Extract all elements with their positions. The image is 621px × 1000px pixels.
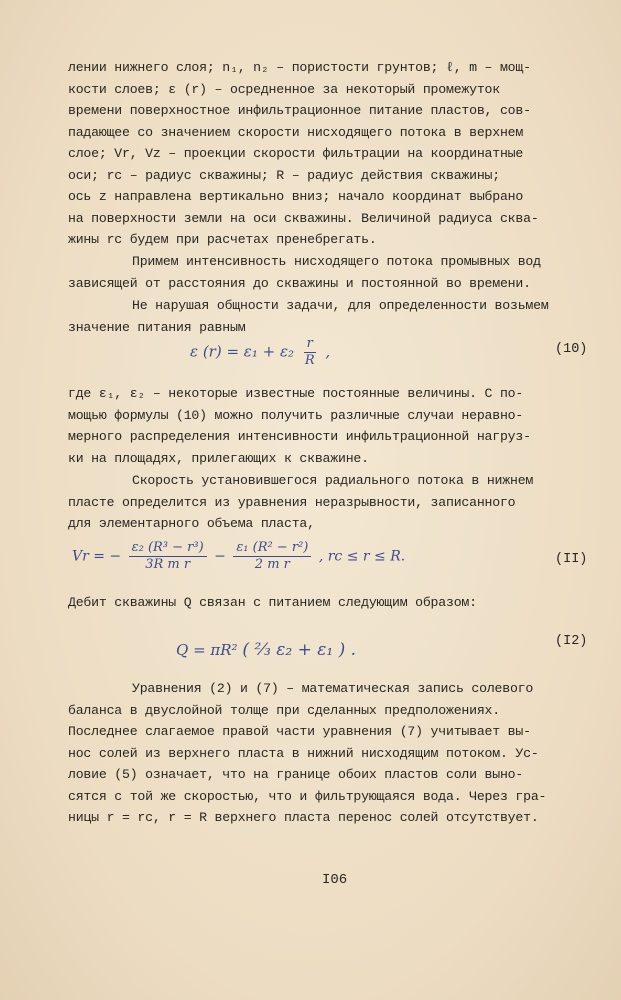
text-line: Скорость установившегося радиального потока в нижнем <box>132 473 534 488</box>
paragraph-1 <box>68 57 588 251</box>
text-line: зависящей от расстояния до скважины и постоянной во времени. <box>68 275 531 291</box>
eq12-lhs: Q = πR² <box>176 641 238 659</box>
eq10-denominator: R <box>304 353 315 368</box>
text-line: нос солей из верхнего пласта в нижний нисходящим потоком. Ус- <box>68 745 539 761</box>
equation-11 <box>72 540 405 573</box>
eq11-denominator-2: 2 m r <box>254 557 290 572</box>
text-line: Последнее слагаемое правой части уравнения (7) учитывает вы- <box>68 724 531 739</box>
text-line: падающее со значением скорости нисходящего потока в верхнем <box>68 124 524 140</box>
eq11-minus: − <box>214 548 226 565</box>
equation-12-number: (I2) <box>555 634 588 649</box>
text-line: времени поверхностное инфильтрационное питание пластов, сов- <box>68 103 531 118</box>
eq10-fraction <box>302 336 318 369</box>
paragraph-5 <box>68 470 588 535</box>
text-line: ловие (5) означает, что на границе обоих пластов соли выно- <box>68 767 524 782</box>
text-line: слое; Vr, Vz – проекции скорости фильтрации на координатные <box>68 146 524 161</box>
text-line: ось z направлена вертикально вниз; начало координат выбрано <box>68 189 524 204</box>
equation-10 <box>190 336 330 369</box>
eq11-fraction-2 <box>233 540 311 573</box>
text-line: где ε₁, ε₂ – некоторые известные постоянные величины. С по- <box>68 386 524 401</box>
paragraph-3 <box>68 295 588 338</box>
text-line: Уравнения (2) и (7) – математическая запись солевого <box>132 681 534 696</box>
paragraph-4 <box>68 383 588 469</box>
text-line: мощью формулы (10) можно получить различные случаи неравно- <box>68 407 524 423</box>
text-line: ки на площадях, прилегающих к скважине. <box>68 450 369 466</box>
equation-10-number: (10) <box>555 342 588 357</box>
paragraph-2 <box>68 251 588 294</box>
equation-11-number: (II) <box>555 552 588 567</box>
eq10-lhs: ε (r) = ε₁ + ε₂ <box>190 342 295 361</box>
equation-12 <box>176 640 356 660</box>
text-line: лении нижнего слоя; n₁, n₂ – пористости грунтов; ℓ, m – мощ- <box>68 60 531 75</box>
eq11-lhs: Vr = − <box>72 548 122 565</box>
eq11-denominator-1: 3R m r <box>145 557 191 572</box>
text-line: значение питания равным <box>68 319 246 335</box>
paragraph-6 <box>68 592 588 614</box>
paragraph-7 <box>68 678 588 829</box>
page-number: I06 <box>322 872 348 888</box>
eq11-condition: , rc ≤ r ≤ R. <box>318 548 406 565</box>
text-line: для элементарного объема пласта, <box>68 516 315 531</box>
text-line: Не нарушая общности задачи, для определенности возьмем <box>132 298 549 313</box>
eq12-body: ( ⅔ ε₂ + ε₁ ) . <box>242 640 357 660</box>
text-line: ницы r = rc, r = R верхнего пласта перенос солей отсутствует. <box>68 810 539 825</box>
eq10-numerator: r <box>304 336 316 353</box>
text-line: жины rc будем при расчетах пренебрегать. <box>68 232 377 247</box>
eq10-tail: , <box>325 342 331 361</box>
text-line: оси; rc – радиус скважины; R – радиус действия скважины; <box>68 167 500 183</box>
text-line: пласте определится из уравнения неразрывности, записанного <box>68 494 516 510</box>
eq11-numerator-2: ε₁ (R² − r²) <box>233 540 311 557</box>
text-line: на поверхности земли на оси скважины. Величиной радиуса сква- <box>68 210 539 226</box>
text-line: сятся с той же скоростью, что и фильтрующаяся вода. Через гра- <box>68 788 547 804</box>
text-line: Дебит скважины Q связан с питанием следующим образом: <box>68 595 477 610</box>
text-line: баланса в двуслойной толще при сделанных предположениях. <box>68 702 500 718</box>
text-line: кости слоев; ε (r) – осредненное за некоторый промежуток <box>68 81 500 97</box>
eq11-numerator-1: ε₂ (R³ − r³) <box>129 540 207 557</box>
text-line: мерного распределения интенсивности инфильтрационной нагруз- <box>68 429 531 444</box>
eq11-fraction-1 <box>129 540 207 573</box>
text-line: Примем интенсивность нисходящего потока промывных вод <box>132 254 541 269</box>
